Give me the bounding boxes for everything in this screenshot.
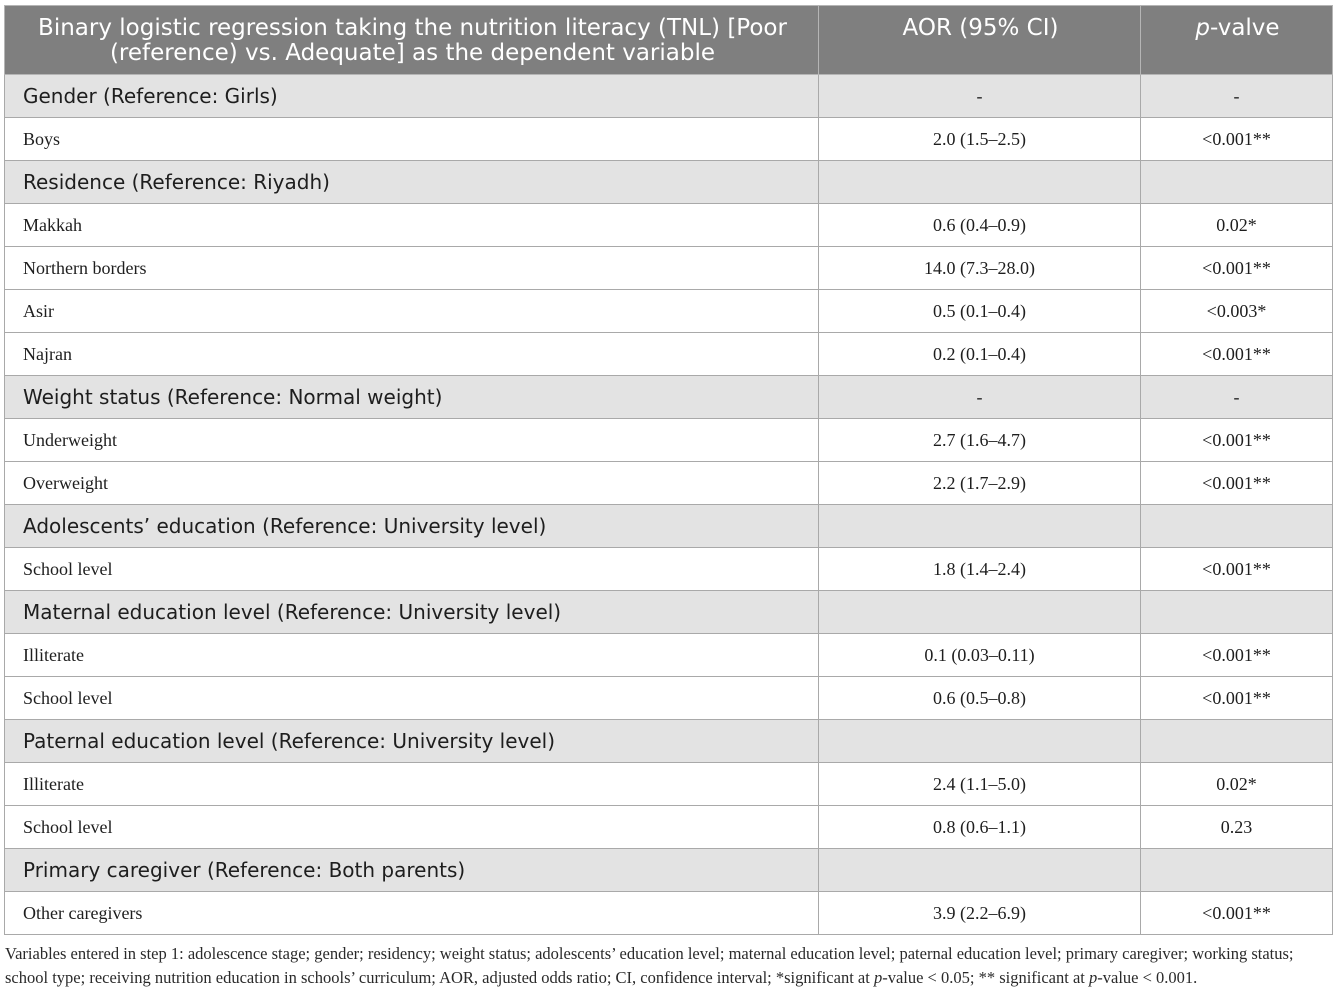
variable-cell: Paternal education level (Reference: University level) — [5, 720, 819, 763]
aor-cell: 0.6 (0.4–0.9) — [819, 204, 1141, 247]
table-row — [5, 204, 1333, 247]
variable-cell: School level — [5, 677, 819, 720]
variable-cell: Illiterate — [5, 763, 819, 806]
header-variable: Binary logistic regression taking the nutrition literacy (TNL) [Poor (reference) vs. Adequate] as the dependent variable — [5, 6, 819, 75]
p-value-cell — [1141, 849, 1333, 892]
variable-cell: School level — [5, 548, 819, 591]
footnote-text-2: -value < 0.05; ** significant at — [882, 968, 1090, 987]
p-value-cell: 0.23 — [1141, 806, 1333, 849]
p-value-cell — [1141, 591, 1333, 634]
variable-cell: Overweight — [5, 462, 819, 505]
variable-cell: Asir — [5, 290, 819, 333]
footnote-p-italic-1: p — [873, 968, 883, 987]
variable-cell: Makkah — [5, 204, 819, 247]
variable-cell: Northern borders — [5, 247, 819, 290]
p-value-cell: 0.02* — [1141, 763, 1333, 806]
p-value-cell: <0.001** — [1141, 892, 1333, 935]
variable-cell: Najran — [5, 333, 819, 376]
variable-cell: Residence (Reference: Riyadh) — [5, 161, 819, 204]
variable-cell: Weight status (Reference: Normal weight) — [5, 376, 819, 419]
p-value-cell: <0.001** — [1141, 247, 1333, 290]
group-header-row — [5, 849, 1333, 892]
table-footnote — [5, 942, 1335, 990]
variable-cell: Underweight — [5, 419, 819, 462]
p-value-cell: <0.001** — [1141, 462, 1333, 505]
aor-cell: 1.8 (1.4–2.4) — [819, 548, 1141, 591]
p-value-cell: - — [1141, 75, 1333, 118]
aor-cell — [819, 161, 1141, 204]
aor-cell: - — [819, 75, 1141, 118]
table-row — [5, 462, 1333, 505]
group-header-row — [5, 505, 1333, 548]
aor-cell: 2.4 (1.1–5.0) — [819, 763, 1141, 806]
p-value-cell: - — [1141, 376, 1333, 419]
header-p-value — [1141, 6, 1333, 75]
header-aor: AOR (95% CI) — [819, 6, 1141, 75]
table-row — [5, 419, 1333, 462]
aor-cell — [819, 505, 1141, 548]
aor-cell: 0.5 (0.1–0.4) — [819, 290, 1141, 333]
p-value-cell: <0.001** — [1141, 333, 1333, 376]
table-row — [5, 806, 1333, 849]
p-value-cell: <0.001** — [1141, 118, 1333, 161]
aor-cell: 2.7 (1.6–4.7) — [819, 419, 1141, 462]
aor-cell: 14.0 (7.3–28.0) — [819, 247, 1141, 290]
p-value-cell: 0.02* — [1141, 204, 1333, 247]
aor-cell: - — [819, 376, 1141, 419]
table-row — [5, 677, 1333, 720]
table-row — [5, 118, 1333, 161]
variable-cell: Primary caregiver (Reference: Both parents) — [5, 849, 819, 892]
variable-cell: Boys — [5, 118, 819, 161]
table-row — [5, 333, 1333, 376]
group-header-row — [5, 591, 1333, 634]
footnote-p-italic-2: p — [1089, 968, 1098, 987]
table-row — [5, 247, 1333, 290]
table-header-row — [5, 6, 1333, 75]
variable-cell: Gender (Reference: Girls) — [5, 75, 819, 118]
footnote-text-1: Variables entered in step 1: adolescence stage; gender; residency; weight status; adolescents’ education level; maternal education level; paternal education level; primary caregiver; working status; school type; receiving nutrition education in schools’ curriculum; AOR, adjusted odds ratio; CI, confidence interval; *significant at — [5, 944, 1294, 987]
table-row — [5, 290, 1333, 333]
p-value-cell: <0.001** — [1141, 548, 1333, 591]
group-header-row — [5, 376, 1333, 419]
aor-cell: 3.9 (2.2–6.9) — [819, 892, 1141, 935]
group-header-row — [5, 161, 1333, 204]
p-value-cell: <0.003* — [1141, 290, 1333, 333]
table-row — [5, 634, 1333, 677]
variable-cell: Other caregivers — [5, 892, 819, 935]
variable-cell: Adolescents’ education (Reference: University level) — [5, 505, 819, 548]
table-row — [5, 763, 1333, 806]
aor-cell — [819, 591, 1141, 634]
p-value-cell — [1141, 720, 1333, 763]
aor-cell: 2.0 (1.5–2.5) — [819, 118, 1141, 161]
aor-cell: 0.8 (0.6–1.1) — [819, 806, 1141, 849]
regression-table — [4, 5, 1333, 935]
footnote-text-3: -value < 0.001. — [1097, 968, 1198, 987]
table-body — [5, 75, 1333, 935]
aor-cell: 2.2 (1.7–2.9) — [819, 462, 1141, 505]
p-value-cell: <0.001** — [1141, 677, 1333, 720]
p-value-cell — [1141, 161, 1333, 204]
variable-cell: School level — [5, 806, 819, 849]
aor-cell: 0.2 (0.1–0.4) — [819, 333, 1141, 376]
variable-cell: Maternal education level (Reference: University level) — [5, 591, 819, 634]
aor-cell: 0.1 (0.03–0.11) — [819, 634, 1141, 677]
header-p-rest: -valve — [1210, 15, 1280, 41]
group-header-row — [5, 75, 1333, 118]
p-value-cell: <0.001** — [1141, 634, 1333, 677]
variable-cell: Illiterate — [5, 634, 819, 677]
aor-cell: 0.6 (0.5–0.8) — [819, 677, 1141, 720]
group-header-row — [5, 720, 1333, 763]
header-p-italic: p — [1195, 15, 1211, 41]
table-row — [5, 892, 1333, 935]
table-row — [5, 548, 1333, 591]
p-value-cell — [1141, 505, 1333, 548]
aor-cell — [819, 720, 1141, 763]
aor-cell — [819, 849, 1141, 892]
p-value-cell: <0.001** — [1141, 419, 1333, 462]
